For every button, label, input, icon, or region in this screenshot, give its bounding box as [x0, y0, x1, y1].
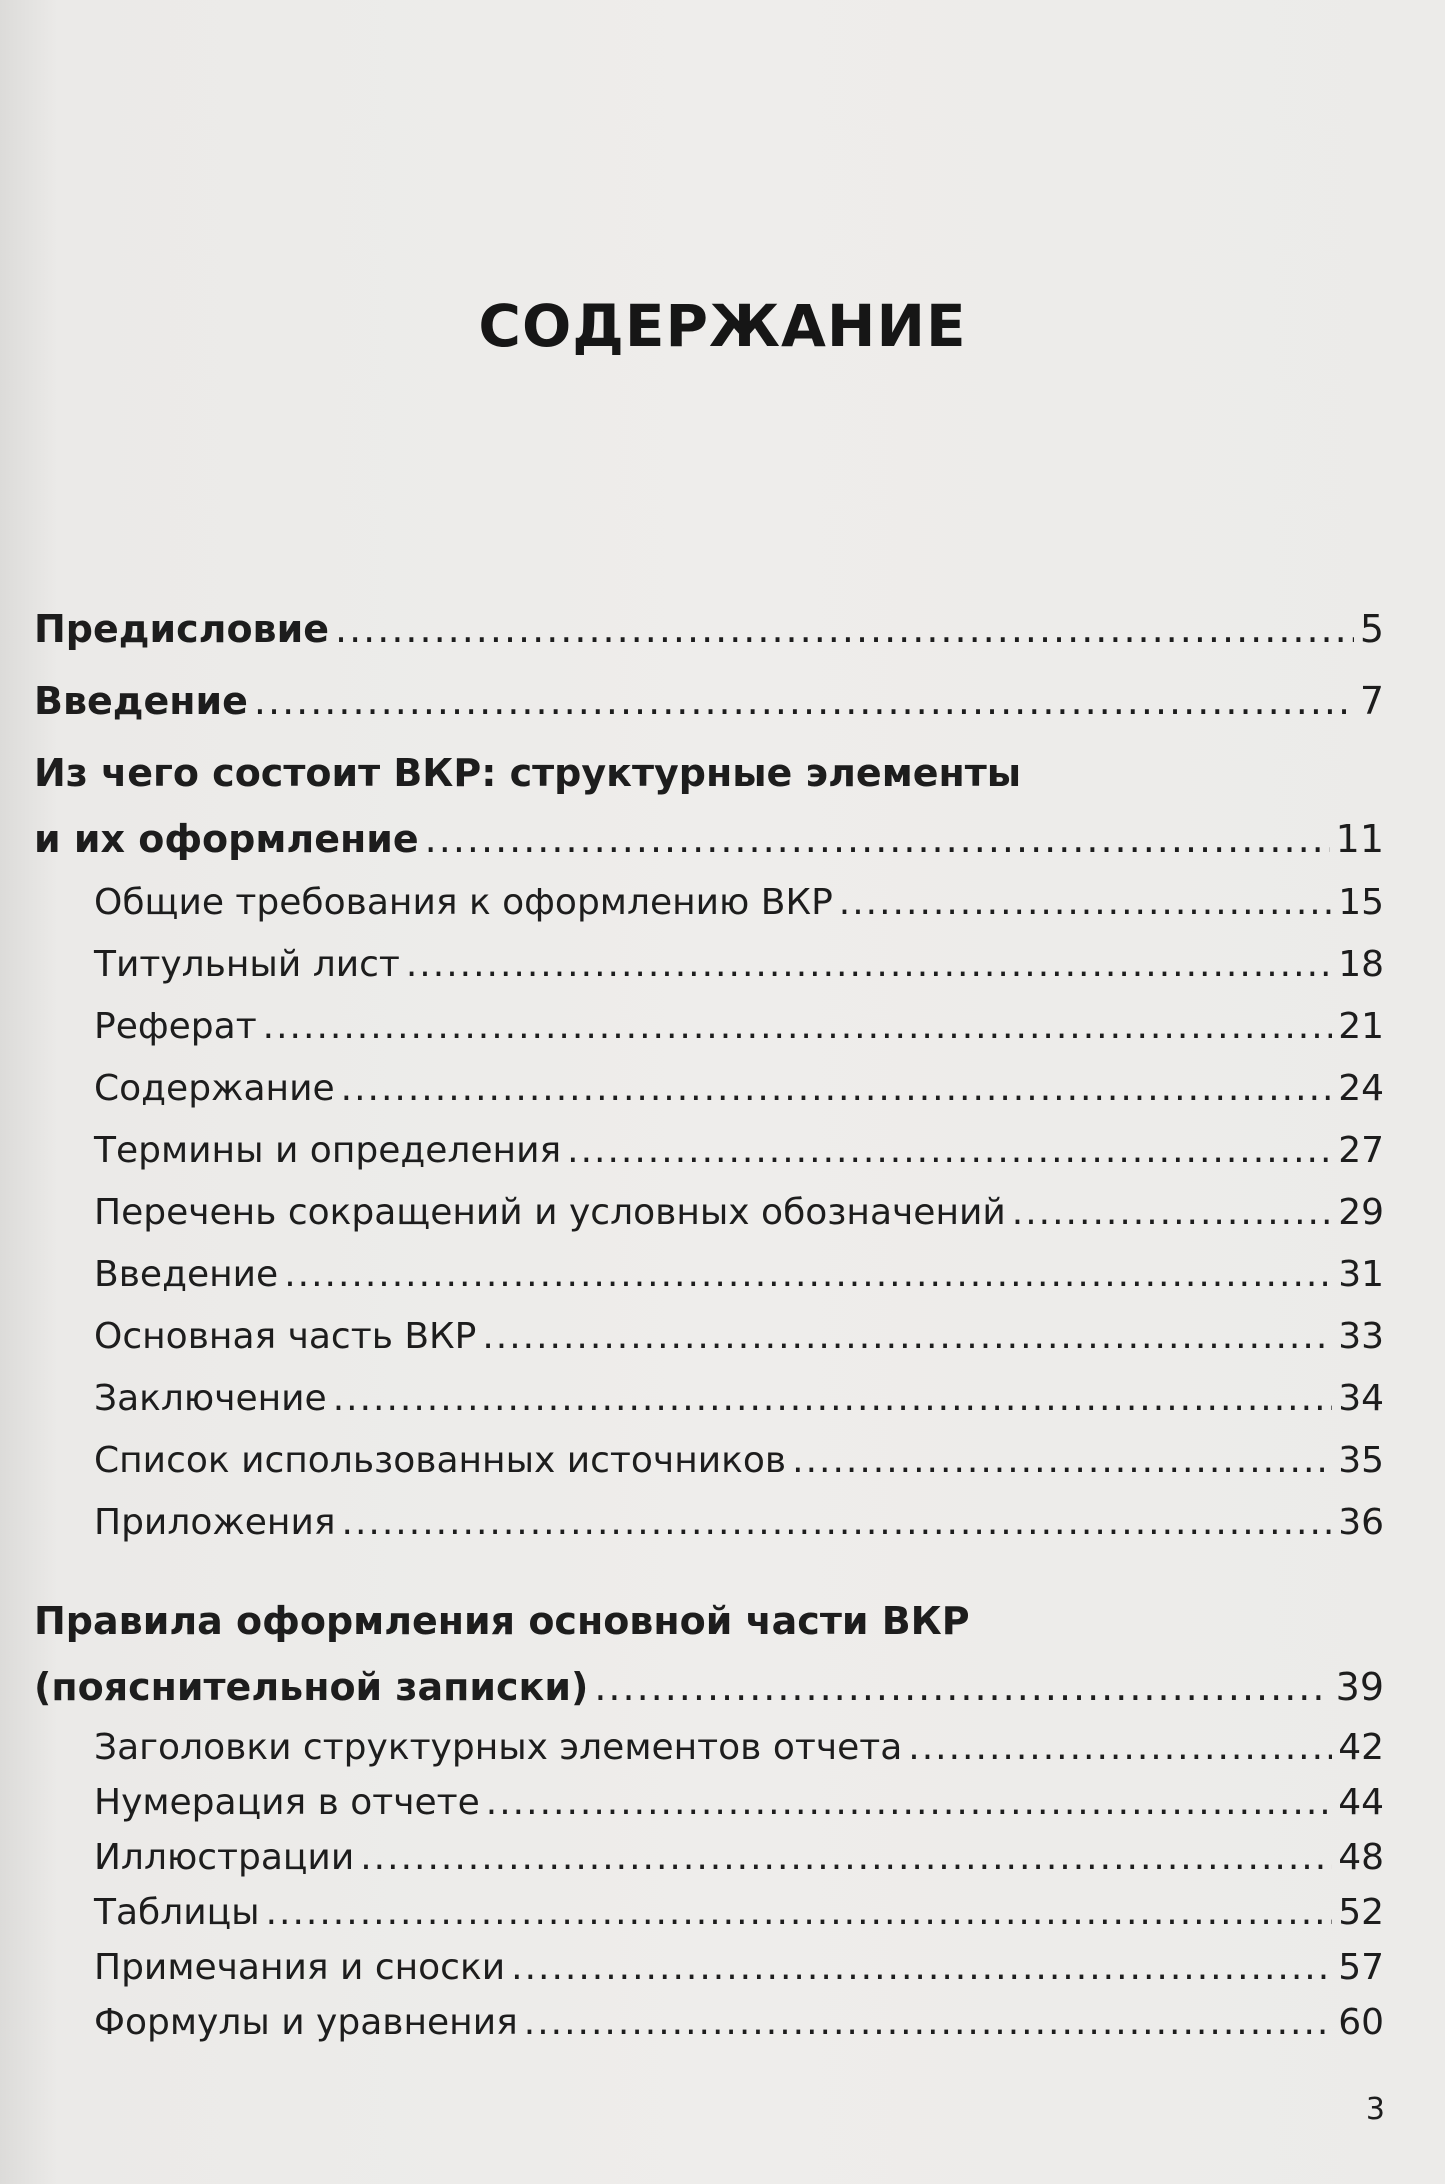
dot-leader	[333, 1368, 1332, 1430]
toc-subentry[interactable]	[34, 1182, 1384, 1244]
toc-page-number: 21	[1338, 1006, 1384, 1047]
toc-subentry[interactable]	[34, 1775, 1384, 1830]
toc-page-number: 11	[1335, 817, 1384, 861]
toc-subentry[interactable]	[34, 1995, 1384, 2050]
toc-subentry[interactable]	[34, 1830, 1384, 1885]
toc-page-number: 5	[1359, 607, 1384, 651]
toc-entry-label: Нумерация в отчете	[94, 1782, 480, 1823]
dot-leader	[567, 1120, 1332, 1182]
toc-subentry[interactable]	[34, 1306, 1384, 1368]
dot-leader	[792, 1430, 1332, 1492]
toc-page-number: 39	[1335, 1665, 1384, 1709]
toc-entry-label: Термины и определения	[94, 1130, 562, 1171]
toc-subentry[interactable]	[34, 1058, 1384, 1120]
toc-entry-label: Иллюстрации	[94, 1837, 355, 1878]
dot-leader	[335, 596, 1354, 662]
toc-page-number: 33	[1338, 1316, 1384, 1357]
dot-leader	[524, 1995, 1332, 2050]
toc-entry-label: Заголовки структурных элементов отчета	[94, 1727, 903, 1768]
toc-page-number: 15	[1338, 882, 1384, 923]
dot-leader	[839, 872, 1332, 934]
dot-leader	[594, 1654, 1329, 1720]
toc-entry-preface[interactable]	[34, 596, 1384, 662]
toc-page-number: 44	[1338, 1782, 1384, 1823]
toc-entry-label: Таблицы	[94, 1892, 260, 1933]
table-of-contents	[34, 590, 1384, 2050]
toc-entry-label: Реферат	[94, 1006, 257, 1047]
toc-page-number: 7	[1359, 679, 1384, 723]
toc-subentry[interactable]	[34, 1368, 1384, 1430]
toc-page-number: 60	[1338, 2002, 1384, 2043]
toc-page-number: 57	[1338, 1947, 1384, 1988]
toc-page-number: 42	[1338, 1727, 1384, 1768]
toc-page-number: 52	[1338, 1892, 1384, 1933]
toc-entry-label: Примечания и сноски	[94, 1947, 506, 1988]
dot-leader	[342, 1492, 1333, 1554]
toc-entry-label: Основная часть ВКР	[94, 1316, 477, 1357]
toc-entry-label: Титульный лист	[94, 944, 400, 985]
toc-entry-label: Предисловие	[34, 607, 330, 651]
toc-entry-introduction[interactable]	[34, 668, 1384, 734]
dot-leader	[486, 1775, 1332, 1830]
toc-page-number: 31	[1338, 1254, 1384, 1295]
toc-entry-label: Перечень сокращений и условных обозначений	[94, 1192, 1006, 1233]
dot-leader	[1012, 1182, 1332, 1244]
toc-subentry[interactable]	[34, 1244, 1384, 1306]
toc-subentry[interactable]	[34, 996, 1384, 1058]
toc-page-number: 27	[1338, 1130, 1384, 1171]
dot-leader	[425, 806, 1330, 872]
toc-subentry[interactable]	[34, 1940, 1384, 1995]
toc-section-heading-line1[interactable]: Из чего состоит ВКР: структурные элементы	[34, 751, 1022, 795]
dot-leader	[263, 996, 1333, 1058]
toc-entry-label: Содержание	[94, 1068, 335, 1109]
toc-page-number: 35	[1338, 1440, 1384, 1481]
toc-entry-label: Введение	[34, 679, 248, 723]
toc-page-number: 18	[1338, 944, 1384, 985]
dot-leader	[908, 1720, 1332, 1775]
toc-entry-label: (пояснительной записки)	[34, 1665, 589, 1709]
dot-leader	[284, 1244, 1332, 1306]
toc-entry-label: Формулы и уравнения	[94, 2002, 518, 2043]
page-number-footer: 3	[1365, 2092, 1385, 2127]
section-gap	[34, 1554, 1384, 1582]
dot-leader	[511, 1940, 1332, 1995]
toc-entry-label: Список использованных источников	[94, 1440, 787, 1481]
toc-entry-label: Приложения	[94, 1502, 336, 1543]
dot-leader	[254, 668, 1354, 734]
dot-leader	[266, 1885, 1333, 1940]
toc-section-heading-line1[interactable]: Правила оформления основной части ВКР	[34, 1599, 970, 1643]
toc-entry-label: Заключение	[94, 1378, 327, 1419]
toc-page-number: 29	[1338, 1192, 1384, 1233]
dot-leader	[341, 1058, 1333, 1120]
toc-page-number: 48	[1338, 1837, 1384, 1878]
toc-subentry[interactable]	[34, 1720, 1384, 1775]
toc-subentry[interactable]	[34, 1430, 1384, 1492]
dot-leader	[360, 1830, 1332, 1885]
toc-page-number: 36	[1338, 1502, 1384, 1543]
toc-subentry[interactable]	[34, 1492, 1384, 1554]
toc-subentry[interactable]	[34, 1120, 1384, 1182]
toc-subentry[interactable]	[34, 1885, 1384, 1940]
dot-leader	[482, 1306, 1332, 1368]
toc-subentry[interactable]	[34, 934, 1384, 996]
toc-entry-label: Общие требования к оформлению ВКР	[94, 882, 833, 923]
toc-subentry[interactable]	[34, 872, 1384, 934]
dot-leader	[406, 934, 1332, 996]
toc-page-number: 34	[1338, 1378, 1384, 1419]
toc-page-number: 24	[1338, 1068, 1384, 1109]
toc-entry-label: Введение	[94, 1254, 279, 1295]
toc-section-heading-structure[interactable]	[34, 806, 1384, 872]
toc-section-heading-rules[interactable]	[34, 1654, 1384, 1720]
toc-entry-label: и их оформление	[34, 817, 419, 861]
page-title: СОДЕРЖАНИЕ	[478, 292, 967, 360]
